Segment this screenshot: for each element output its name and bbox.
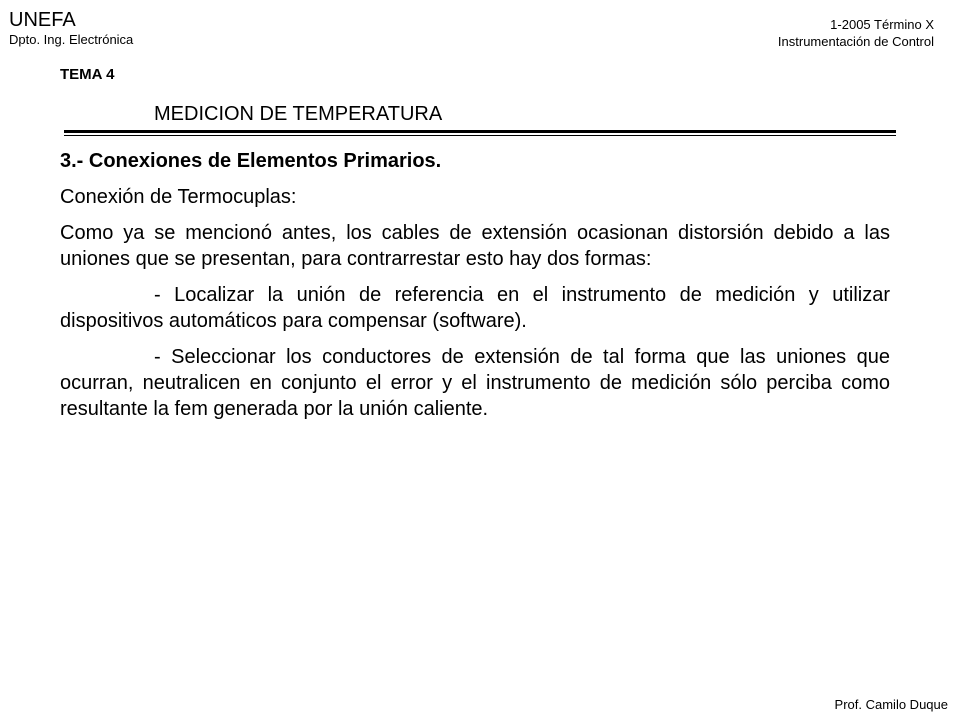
document-body [60, 148, 890, 432]
header-left [9, 8, 133, 48]
topic-label: TEMA 4 [60, 66, 115, 83]
department-name: Dpto. Ing. Electrónica [9, 32, 134, 47]
term-label: 1-2005 Término X [830, 17, 934, 32]
subheading: Conexión de Termocuplas: [60, 186, 297, 208]
page-title: MEDICION DE TEMPERATURA [154, 103, 443, 125]
course-name: Instrumentación de Control [777, 34, 934, 49]
author-footer: Prof. Camilo Duque [834, 697, 948, 712]
header-right [778, 16, 934, 50]
list-item: - Seleccionar los conductores de extensión de tal forma que las uniones que ocurran, neutralicen en conjunto el error y el instrumento de medición sólo perciba como resultante la fem generada por la unión caliente. [60, 346, 890, 420]
org-name: UNEFA [9, 9, 76, 31]
title-divider-thin [64, 135, 896, 136]
list-item: - Localizar la unión de referencia en el instrumento de medición y utilizar dispositivos automáticos para compensar (software). [60, 284, 890, 332]
title-divider-thick [64, 130, 896, 133]
intro-paragraph: Como ya se mencionó antes, los cables de extensión ocasionan distorsión debido a las uniones que se presentan, para contrarrestar esto hay dos formas: [60, 222, 890, 270]
section-heading: 3.- Conexiones de Elementos Primarios. [60, 150, 442, 172]
